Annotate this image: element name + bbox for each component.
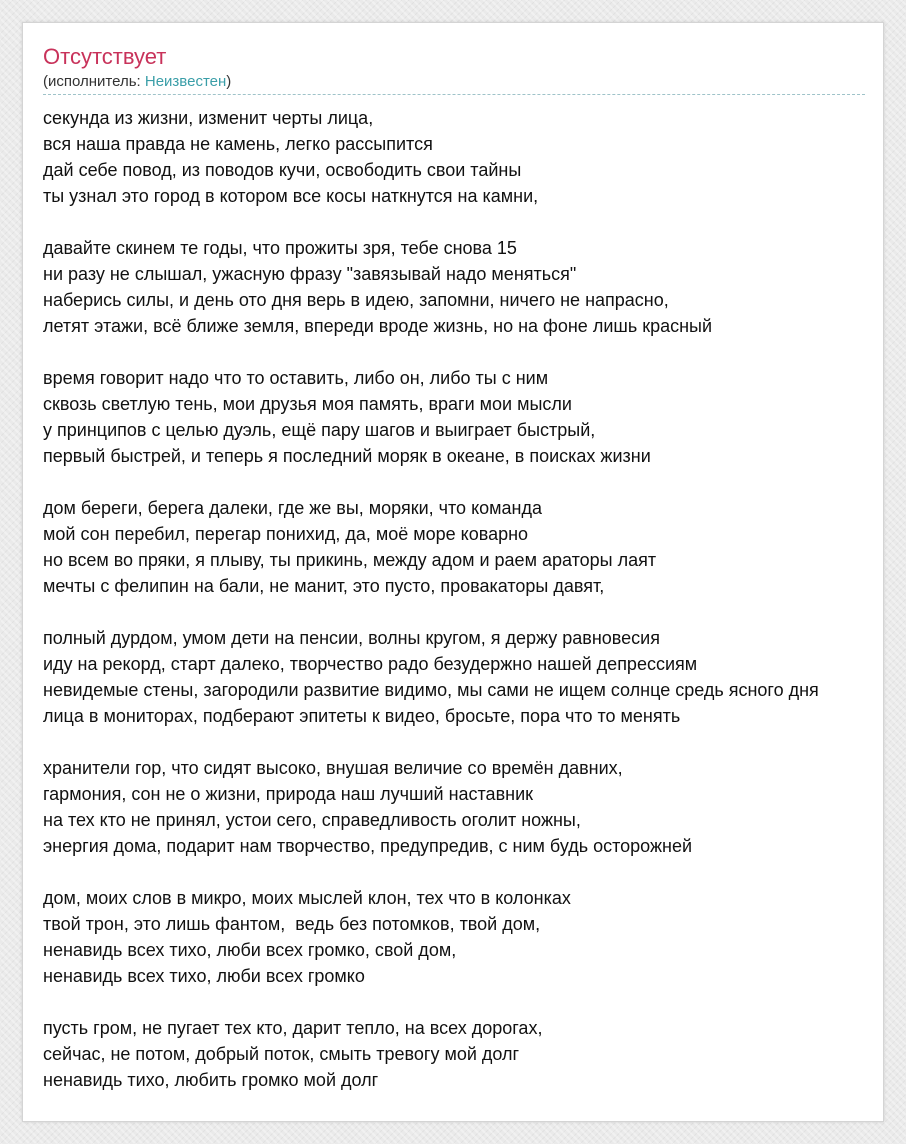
lyrics-line: полный дурдом, умом дети на пенсии, волны кругом, я держу равновесия — [43, 628, 660, 648]
lyrics-card — [22, 22, 884, 1122]
lyrics-line: мечты с фелипин на бали, не манит, это пусто, провакаторы давят, — [43, 576, 605, 596]
lyrics-line: на тех кто не принял, устои сего, справедливость оголит ножны, — [43, 810, 581, 830]
artist-prefix: (исполнитель: — [43, 73, 145, 90]
lyrics-text — [43, 105, 885, 1093]
artist-suffix: ) — [226, 73, 232, 90]
lyrics-stanza — [43, 1015, 885, 1093]
lyrics-line: но всем во пряки, я плыву, ты прикинь, между адом и раем араторы лаят — [43, 550, 657, 570]
lyrics-stanza — [43, 755, 885, 859]
lyrics-line: сейчас, не потом, добрый поток, смыть тревогу мой долг — [43, 1044, 520, 1064]
lyrics-line: секунда из жизни, изменит черты лица, — [43, 108, 374, 128]
lyrics-line: ни разу не слышал, ужасную фразу "завязывай надо меняться" — [43, 264, 577, 284]
lyrics-line: энергия дома, подарит нам творчество, предупредив, с ним будь осторожней — [43, 836, 693, 856]
lyrics-stanza — [43, 365, 885, 469]
lyrics-line: ненавидь тихо, любить громко мой долг — [43, 1070, 379, 1090]
lyrics-stanza — [43, 235, 885, 339]
lyrics-line: пусть гром, не пугает тех кто, дарит тепло, на всех дорогах, — [43, 1018, 543, 1038]
lyrics-line: вся наша правда не камень, легко рассыпится — [43, 134, 433, 154]
lyrics-line: первый быстрей, и теперь я последний моряк в океане, в поисках жизни — [43, 446, 651, 466]
lyrics-line: ты узнал это город в котором все косы наткнутся на камни, — [43, 186, 539, 206]
lyrics-line: иду на рекорд, старт далеко, творчество радо безудержно нашей депрессиям — [43, 654, 698, 674]
lyrics-stanza — [43, 495, 885, 599]
lyrics-line: лица в мониторах, подберают эпитеты к видео, бросьте, пора что то менять — [43, 706, 681, 726]
lyrics-stanza — [43, 885, 885, 989]
title-divider — [43, 94, 865, 95]
lyrics-line: ненавидь всех тихо, люби всех громко, свой дом, — [43, 940, 457, 960]
lyrics-line: у принципов с целью дуэль, ещё пару шагов и выиграет быстрый, — [43, 420, 596, 440]
lyrics-line: время говорит надо что то оставить, либо он, либо ты с ним — [43, 368, 549, 388]
lyrics-line: наберись силы, и день ото дня верь в идею, запомни, ничего не напрасно, — [43, 290, 669, 310]
artist-line — [43, 73, 231, 91]
lyrics-stanza — [43, 105, 885, 209]
lyrics-line: сквозь светлую тень, мои друзья моя память, враги мои мысли — [43, 394, 572, 414]
lyrics-line: дай себе повод, из поводов кучи, освободить свои тайны — [43, 160, 522, 180]
lyrics-stanza — [43, 625, 885, 729]
song-title: Отсутствует — [43, 44, 167, 69]
lyrics-line: давайте скинем те годы, что прожиты зря, тебе снова 15 — [43, 238, 517, 258]
lyrics-line: невидемые стены, загородили развитие видимо, мы сами не ищем солнце средь ясного дня — [43, 680, 819, 700]
lyrics-line: дом береги, берега далеки, где же вы, моряки, что команда — [43, 498, 542, 518]
lyrics-line: ненавидь всех тихо, люби всех громко — [43, 966, 365, 986]
lyrics-line: гармония, сон не о жизни, природа наш лучший наставник — [43, 784, 533, 804]
lyrics-line: хранители гор, что сидят высоко, внушая величие со времён давних, — [43, 758, 623, 778]
lyrics-line: дом, моих слов в микро, моих мыслей клон, тех что в колонках — [43, 888, 571, 908]
lyrics-line: твой трон, это лишь фантом, ведь без потомков, твой дом, — [43, 914, 541, 934]
lyrics-line: мой сон перебил, перегар понихид, да, моё море коварно — [43, 524, 529, 544]
artist-link[interactable]: Неизвестен — [144, 73, 227, 90]
lyrics-line: летят этажи, всё ближе земля, впереди вроде жизнь, но на фоне лишь красный — [43, 316, 713, 336]
